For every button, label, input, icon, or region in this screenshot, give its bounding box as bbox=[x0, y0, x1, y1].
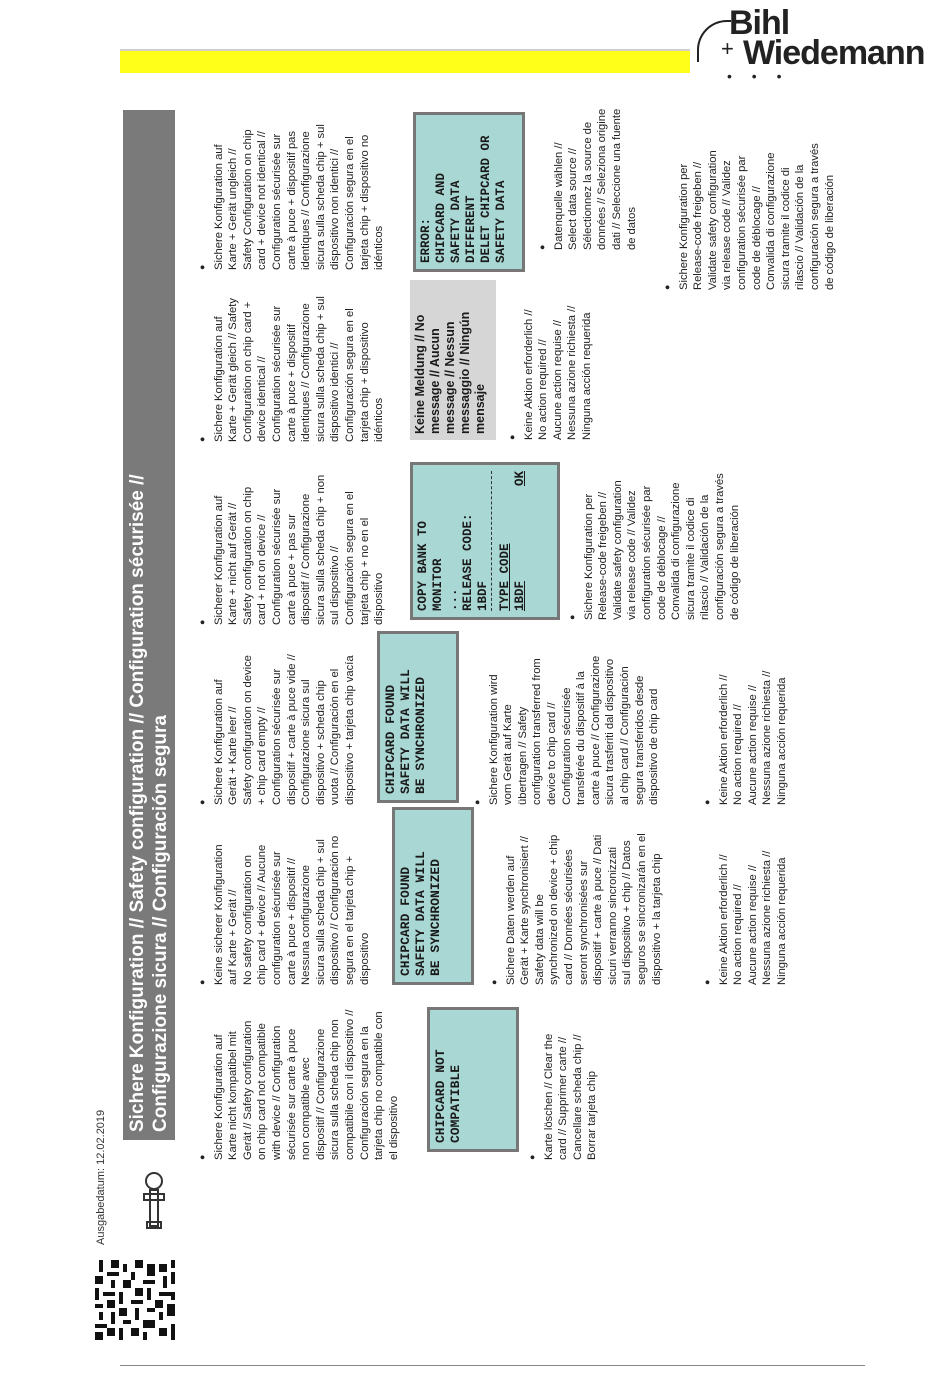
text-line: sicura sulla scheda chip + sul bbox=[314, 839, 327, 985]
case-column-2 bbox=[195, 805, 372, 985]
text-line: Datenquelle wählen // bbox=[552, 142, 565, 250]
bullet-icon: ● bbox=[507, 434, 517, 440]
text-line: card + not on device // bbox=[256, 514, 269, 625]
text-line: synchronized on device + chip bbox=[548, 834, 561, 985]
bullet-icon: ● bbox=[489, 979, 499, 985]
text-line: Sichere Konfiguration wird bbox=[487, 674, 500, 805]
text-line: configuration sécurisée par bbox=[640, 485, 653, 620]
text-line: de código de liberación bbox=[823, 174, 836, 290]
text-line: DELET CHIPCARD OR bbox=[479, 135, 493, 263]
text-line: Safety Configuration on chip bbox=[241, 129, 254, 270]
text-line: dispositivo bbox=[358, 932, 371, 985]
text-line: Gerät + Karte leer // bbox=[227, 706, 240, 805]
text-line: sécurisée sur carte à puce bbox=[285, 1028, 298, 1160]
bullet-icon: ● bbox=[197, 1154, 207, 1160]
text-line: Configuration sécurisée sur bbox=[270, 133, 283, 270]
text-line: sicura sulla scheda chip non bbox=[329, 1019, 342, 1160]
text-line: Sichere Daten werden auf bbox=[504, 855, 517, 985]
info-icon bbox=[137, 1170, 171, 1230]
text-line: auf Karte + Gerät // bbox=[227, 889, 240, 985]
text-line: sicura tramite il codice di bbox=[779, 167, 792, 290]
case-6-action-2 bbox=[660, 100, 837, 290]
text-line: device identical // bbox=[256, 356, 269, 442]
text-line: seront synchronisées sur bbox=[577, 860, 590, 985]
text-line: Karte löschen // Clear the bbox=[542, 1033, 555, 1160]
text-line: Configuración segura en el bbox=[343, 491, 356, 625]
bullet-icon: ● bbox=[197, 436, 207, 442]
text-line: SAFETY DATA bbox=[494, 180, 508, 263]
page-title-line-1: Sichere Konfiguration // Safety configuration // Configuration sécurisée // bbox=[127, 474, 148, 1132]
bullet-icon: ● bbox=[702, 979, 712, 985]
text-line: CHIPCARD NOT bbox=[433, 1049, 448, 1143]
lcd-copy-bank-to-monitor bbox=[410, 462, 560, 620]
text-line: Sichere Konfiguration auf bbox=[212, 679, 225, 805]
text-line: No safety configuration on bbox=[241, 855, 254, 985]
rotated-page-content bbox=[95, 110, 860, 1340]
text-line: TYPE CODE bbox=[498, 543, 512, 611]
text-line: Keine sicherer Konfiguration bbox=[212, 844, 225, 985]
text-line: Configuration sécurisée sur bbox=[270, 668, 283, 805]
text-line: dispositif // Configurazione bbox=[300, 493, 313, 625]
text-line: rilascio // Validación de la bbox=[699, 494, 712, 620]
text-line: Configuración segura en la bbox=[358, 1026, 371, 1160]
text-line: Validate safety configuration bbox=[611, 480, 624, 620]
text-line: Validate safety configuration bbox=[706, 150, 719, 290]
text-line: MONITOR bbox=[431, 558, 445, 611]
text-line: Sichere Konfiguration per bbox=[582, 493, 595, 620]
text-line: Borrar tarjeta chip bbox=[586, 1071, 599, 1160]
text-line: sicura trasferiti dal dispositivo bbox=[604, 658, 617, 805]
text-line: dispositivo identici // bbox=[329, 342, 342, 442]
text-line: Configuration sécurisée bbox=[560, 687, 573, 805]
text-line: CHIPCARD FOUND bbox=[383, 684, 398, 794]
text-line: dispositif + carte à puce // Dati bbox=[592, 834, 605, 985]
logo-word-top: Bihl bbox=[729, 4, 790, 42]
info-icon-graphic bbox=[137, 1170, 171, 1230]
text-line: Configurazione sicura sul bbox=[300, 679, 313, 805]
text-line: tarjeta chip + dispositivo no bbox=[358, 134, 371, 270]
text-line: ... bbox=[446, 588, 460, 611]
text-line: sicura sulla scheda chip + sul bbox=[314, 296, 327, 442]
text-line: données // Seleziona origine bbox=[596, 108, 609, 250]
bullet-icon: ● bbox=[702, 799, 712, 805]
text-line: carte à puce + pas sur bbox=[285, 513, 298, 625]
text-line: Sichere Konfiguration auf bbox=[212, 1034, 225, 1160]
text-line: compatibile con il dispositivo // bbox=[343, 1009, 356, 1160]
qr-code-graphic bbox=[95, 1260, 175, 1340]
text-line: carte à puce + dispositif // bbox=[285, 857, 298, 985]
lcd-chipcard-found-2 bbox=[377, 631, 459, 803]
logo-dots: • • • bbox=[727, 68, 790, 84]
bullet-icon: ● bbox=[537, 244, 547, 250]
text-line: dispositivo + tarjeta chip vacía bbox=[343, 655, 356, 805]
text-line: code de déblocage // bbox=[655, 516, 668, 620]
text-line: dispositif + carte à puce vide // bbox=[285, 654, 298, 805]
bullet-icon: ● bbox=[662, 284, 672, 290]
text-line: on chip card not compatible bbox=[256, 1023, 269, 1160]
lcd-no-message bbox=[410, 280, 496, 440]
text-line: Karte + Gerät gleich // Safety bbox=[227, 298, 240, 442]
lcd-chipcard-not-compatible bbox=[427, 1007, 519, 1152]
text-line: BE SYNCHRONIZED bbox=[413, 676, 428, 794]
case-column-6 bbox=[195, 95, 387, 270]
text-line: Convalida di configurazione bbox=[670, 482, 683, 620]
brand-accent-bar bbox=[120, 51, 690, 73]
text-line: sicura sulla scheda chip + non bbox=[314, 474, 327, 625]
text-line: Gerät // Safety configuration bbox=[241, 1020, 254, 1160]
text-line: messaggio // Ningún bbox=[458, 311, 472, 434]
text-line: dispositivo // Configuración no bbox=[329, 835, 342, 985]
text-line: configuración segura a través bbox=[808, 143, 821, 290]
logo-plus: + bbox=[721, 36, 734, 61]
text-line: Karte nicht kompatibel mit bbox=[227, 1031, 240, 1160]
text-line: Safety configuration on device bbox=[241, 655, 254, 805]
text-line: Gerät + Karte synchronisiert // bbox=[519, 836, 532, 985]
text-line: mensaje bbox=[473, 383, 487, 434]
case-5-action-1 bbox=[505, 265, 595, 440]
text-line: identiques // Configurazione bbox=[300, 303, 313, 442]
case-1-action bbox=[525, 990, 600, 1160]
text-line: SAFETY DATA WILL bbox=[413, 851, 428, 976]
text-line: idénticos bbox=[373, 225, 386, 270]
text-line: Sichere Konfiguration auf bbox=[212, 316, 225, 442]
text-line: de datos bbox=[625, 207, 638, 250]
text-line: COPY BANK TO bbox=[416, 520, 430, 611]
page-title bbox=[123, 110, 175, 1140]
text-line: No action required // bbox=[537, 339, 550, 440]
text-line: with device // Configuration bbox=[270, 1025, 283, 1160]
case-2-action-1 bbox=[487, 795, 664, 985]
text-line: SAFETY DATA bbox=[449, 180, 463, 263]
text-line: carte à puce + dispositif bbox=[285, 324, 298, 442]
text-line: übertragen // Safety bbox=[516, 706, 529, 805]
text-line: Ninguna acción requerida bbox=[775, 677, 788, 805]
lcd-code-ok-row bbox=[513, 471, 528, 611]
text-line: Sichere Konfiguration per bbox=[677, 163, 690, 290]
text-line: Keine Aktion erforderlich // bbox=[717, 854, 730, 985]
text-line: Ninguna acción requerida bbox=[775, 857, 788, 985]
text-line: Safety configuration on chip bbox=[241, 486, 254, 625]
text-line bbox=[491, 471, 498, 611]
text-line: Sichere Konfiguration auf bbox=[212, 144, 225, 270]
text-line: Ninguna acción requerida bbox=[580, 312, 593, 440]
text-line: dispositivo + la tarjeta chip bbox=[650, 853, 663, 985]
text-line: 1BDF bbox=[476, 580, 490, 611]
case-column-5 bbox=[195, 267, 387, 442]
text-line: Keine Aktion erforderlich // bbox=[522, 309, 535, 440]
text-line: de código de liberación bbox=[728, 504, 741, 620]
text-line: vom Gerät auf Karte bbox=[502, 704, 515, 805]
bullet-icon: ● bbox=[197, 979, 207, 985]
text-line: card // Données sécurisées bbox=[562, 849, 575, 985]
text-line: carte à puce // Configurazione bbox=[589, 655, 602, 805]
text-line: ERROR: bbox=[419, 217, 433, 263]
bullet-icon: ● bbox=[197, 619, 207, 625]
logo-word-bottom: Wiedemann bbox=[743, 34, 925, 72]
text-line: CHIPCARD FOUND bbox=[398, 866, 413, 976]
text-line: chip card + device // Aucune bbox=[256, 844, 269, 985]
text-line: Configuration on chip card + bbox=[241, 301, 254, 442]
bullet-icon: ● bbox=[472, 799, 482, 805]
text-line: Karte + Gerät ungleich // bbox=[227, 148, 240, 270]
text-line: sul dispositivo + chip // Datos bbox=[621, 840, 634, 985]
text-line: el dispositivo bbox=[387, 1095, 400, 1160]
case-column-1 bbox=[195, 985, 401, 1160]
text-line: sicura sulla scheda chip + sul bbox=[314, 124, 327, 270]
text-line: configuration sécurisée par bbox=[735, 155, 748, 290]
text-line: tarjeta chip + no en el bbox=[358, 517, 371, 625]
text-line: Karte + nicht auf Gerät // bbox=[227, 502, 240, 625]
text-line: message // Aucun bbox=[428, 328, 442, 434]
qr-code bbox=[95, 1260, 175, 1340]
footer-rule bbox=[120, 1365, 865, 1366]
bullet-icon: ● bbox=[197, 264, 207, 270]
lcd-error-data-different bbox=[413, 112, 525, 272]
text-line: Nessuna azione richiesta // bbox=[761, 670, 774, 805]
text-line: RELEASE CODE: bbox=[461, 513, 475, 611]
text-line: tarjeta chip + dispositivo bbox=[358, 322, 371, 442]
text-line: device to chip card // bbox=[545, 702, 558, 805]
text-line: configuration transferred from bbox=[531, 658, 544, 805]
text-line: Configuration sécurisée sur bbox=[270, 305, 283, 442]
case-3-action-2 bbox=[700, 635, 790, 805]
text-line: Configuration sécurisée sur bbox=[270, 488, 283, 625]
text-line: Sélectionnez la source de bbox=[581, 121, 594, 250]
text-line: card // Supprimer carte // bbox=[557, 1036, 570, 1160]
text-line: CHIPCARD AND bbox=[434, 172, 448, 263]
text-line: sicura tramite il codice di bbox=[684, 497, 697, 620]
text-line: dispositivo + scheda chip bbox=[314, 680, 327, 805]
text-line: No action required // bbox=[732, 884, 745, 985]
text-line: Convalida di configurazione bbox=[765, 152, 778, 290]
text-line: via release code // Validez bbox=[626, 490, 639, 620]
company-logo bbox=[697, 4, 937, 82]
text-line: + chip card empty // bbox=[256, 707, 269, 805]
text-line: tarjeta chip no compatible con bbox=[373, 1011, 386, 1160]
text-line: Keine Meldung // No bbox=[413, 314, 427, 434]
text-line: Safety data will be bbox=[533, 894, 546, 985]
text-line: configuración segura a través bbox=[713, 473, 726, 620]
case-1-description bbox=[212, 985, 402, 1160]
text-line: vuota // Configuración en el bbox=[329, 668, 342, 805]
text-line: dati // Seleccione una fuente bbox=[610, 108, 623, 250]
text-line: sicuri verranno sincronizzati bbox=[606, 846, 619, 985]
text-line: DIFFERENT bbox=[464, 195, 478, 263]
ok-softkey: OK bbox=[513, 471, 527, 487]
text-line: Aucune action requise // bbox=[746, 864, 759, 985]
text-line: Select data source // bbox=[567, 148, 580, 250]
text-line: configuration sécurisée sur bbox=[270, 851, 283, 985]
text-line: BE SYNCHRONIZED bbox=[428, 858, 443, 976]
text-line: card + device not identical // bbox=[256, 131, 269, 270]
text-line: carte à puce + dispositif pas bbox=[285, 131, 298, 270]
text-line: dispositivo non identici // bbox=[329, 148, 342, 270]
text-line: dispositivo bbox=[373, 572, 386, 625]
text-line: Nessuna azione richiesta // bbox=[761, 850, 774, 985]
bullet-icon: ● bbox=[197, 799, 207, 805]
text-line: Release-code freigeben // bbox=[597, 491, 610, 620]
text-line: SAFETY DATA WILL bbox=[398, 669, 413, 794]
text-line: dispositif // Configurazione bbox=[314, 1028, 327, 1160]
text-line: rilascio // Validación de la bbox=[794, 164, 807, 290]
case-3-action-1 bbox=[470, 615, 662, 805]
text-line: non compatible avec bbox=[300, 1057, 313, 1160]
page-title-line-2: Configurazione sicura // Configuración segura bbox=[150, 715, 171, 1132]
text-line: idénticos bbox=[373, 397, 386, 442]
lcd-chipcard-found-1 bbox=[392, 807, 474, 985]
text-line: transférée du dispositif à la bbox=[575, 671, 588, 805]
text-line: message // Nessun bbox=[443, 321, 457, 434]
text-line: code de déblocage // bbox=[750, 186, 763, 290]
text-line: Nessuna azione richiesta // bbox=[566, 305, 579, 440]
text-line: Configuración segura en el bbox=[343, 308, 356, 442]
text-line: segura transferidos desde bbox=[633, 675, 646, 805]
issue-date: Ausgabedatum: 12.02.2019 bbox=[95, 1109, 107, 1245]
text-line: sul dispositivo // bbox=[329, 546, 342, 625]
bullet-icon: ● bbox=[527, 1154, 537, 1160]
case-6-action-1 bbox=[535, 90, 639, 250]
text-line: Keine Aktion erforderlich // bbox=[717, 674, 730, 805]
text-line: Release-code freigeben // bbox=[692, 161, 705, 290]
text-line: identiques // Configurazione bbox=[300, 131, 313, 270]
case-column-4 bbox=[195, 440, 387, 625]
bullet-icon: ● bbox=[567, 614, 577, 620]
case-column-3 bbox=[195, 625, 358, 805]
text-line: COMPATIBLE bbox=[448, 1064, 463, 1143]
case-4-action-1 bbox=[565, 430, 742, 620]
text-line: Sicherer Konfiguration auf bbox=[212, 495, 225, 625]
text-line: Aucune action requise // bbox=[551, 319, 564, 440]
text-line: dispositivo de chip card bbox=[648, 688, 661, 805]
text-line: Cancellare scheda chip // bbox=[571, 1034, 584, 1160]
text-line: seguros se sincronizarán en el bbox=[635, 833, 648, 985]
case-2-action-2 bbox=[700, 815, 790, 985]
text-line: via release code // Validez bbox=[721, 160, 734, 290]
text-line: al chip card // Configuración bbox=[618, 666, 631, 805]
text-line: Configuración segura en el bbox=[343, 136, 356, 270]
text-line: No action required // bbox=[732, 704, 745, 805]
text-line: segura en el tarjeta chip + bbox=[343, 855, 356, 985]
text-line: 1BDF bbox=[513, 580, 527, 611]
text-line: Aucune action requise // bbox=[746, 684, 759, 805]
text-line: Nessuna configurazione bbox=[300, 864, 313, 985]
